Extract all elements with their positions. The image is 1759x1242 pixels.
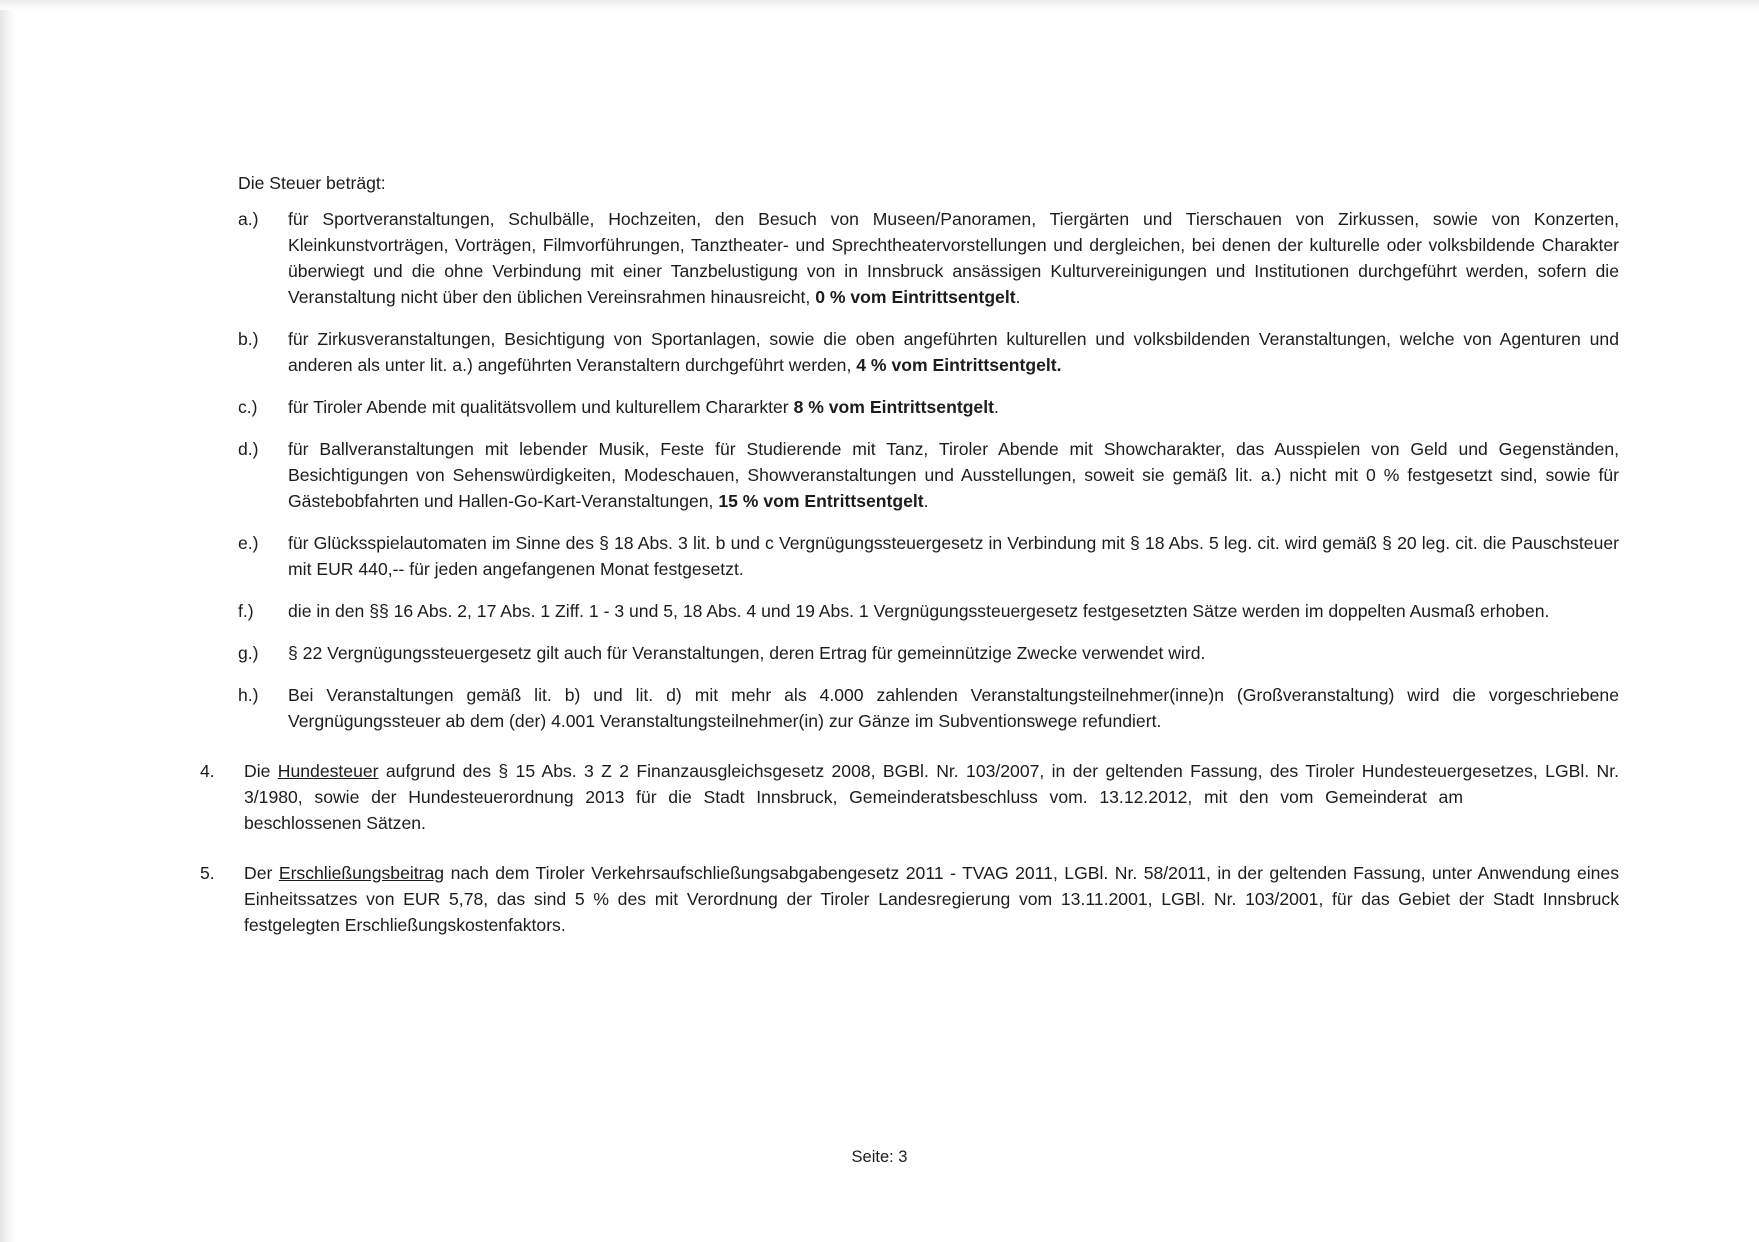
rate-bold: 15 % vom Entrittsentgelt [718,491,924,511]
rate-bold: 8 % vom Eintrittsentgelt [793,397,994,417]
item-label: f.) [238,601,254,621]
item-text: § 22 Vergnügungssteuergesetz gilt auch für Veranstaltungen, deren Ertrag für gemeinnützige Zwecke verwendet wird. [288,643,1206,663]
item-text: für Glücksspielautomaten im Sinne des § 18 Abs. 3 lit. b und c Vergnügungssteuergesetz in Verbindung mit § 18 Abs. 5 leg. cit. wird gemäß § 20 leg. cit. die Pauschsteuer mit EUR 440,-- für jeden angefangenen Monat festgesetzt. [288,533,1619,579]
tax-item-g [238,640,1619,666]
section-number: 4. [200,761,215,781]
item-text: für Sportveranstaltungen, Schulbälle, Hochzeiten, den Besuch von Museen/Panoramen, Tiergärten und Tierschauen von Zirkussen, sowie von Konzerten, Kleinkunstvorträgen, Vorträgen, Filmvorführungen, Tanztheater- und Sprechtheatervorstellungen und dergleichen, bei denen der kulturelle oder volksbildende Charakter überwiegt und die ohne Verbindung mit einer Tanzbelustigung von in Innsbruck ansässigen Kulturvereinigungen und Institutionen durchgeführt werden, sofern die Veranstaltung nicht über den üblichen Vereinsrahmen hinausreicht, 0 % vom Eintrittsentgelt. [288,209,1619,307]
item-label: c.) [238,397,258,417]
page-number: Seite: 3 [851,1148,908,1166]
tax-item-b [238,326,1619,378]
intro-line: Die Steuer beträgt: [238,173,386,193]
section-5-development-fee [200,860,1619,938]
item-label: a.) [238,209,259,229]
item-label: h.) [238,685,259,705]
scan-edge-left [0,0,14,1242]
section-text: Der Erschließungsbeitrag nach dem Tiroler Verkehrsaufschließungsabgabengesetz 2011 - TVAG 2011, LGBl. Nr. 58/2011, in der geltenden Fassung, unter Anwendung eines Einheitssatzes von EUR 5,78, das sind 5 % des mit Verordnung der Tiroler Landesregierung vom 13.11.2001, LGBl. Nr. 103/2001, für das Gebiet der Stadt Innsbruck festgelegten Erschließungskostenfaktors. [244,863,1620,935]
rate-bold: 4 % vom Eintrittsentgelt. [856,355,1062,375]
tax-item-h [238,682,1619,734]
item-text: für Tiroler Abende mit qualitätsvollem und kulturellem Chararkter 8 % vom Eintrittsentgelt. [288,397,999,417]
scan-edge-top [0,0,1759,10]
section-text: Die Hundesteuer aufgrund des § 15 Abs. 3 Z 2 Finanzausgleichsgesetz 2008, BGBl. Nr. 103/2007, in der geltenden Fassung, des Tiroler Hundesteuergesetzes, LGBl. Nr. 3/1980, sowie der Hundesteuerordnung 2013 für die Stadt Innsbruck, Gemeinderatsbeschluss vom. 13.12.2012, mit den vom Gemeinderat ambeschlossenen Sätzen. [244,761,1620,833]
tax-item-f [238,598,1619,624]
underlined-term: Hundesteuer [277,761,379,781]
item-text: die in den §§ 16 Abs. 2, 17 Abs. 1 Ziff. 1 - 3 und 5, 18 Abs. 4 und 19 Abs. 1 Vergnügungssteuergesetz festgesetzten Sätze werden im doppelten Ausmaß erhoben. [288,601,1550,621]
tax-item-a [238,206,1619,310]
item-text: für Zirkusveranstaltungen, Besichtigung von Sportanlagen, sowie die oben angeführten kulturellen und volksbildenden Veranstaltungen, welche von Agenturen und anderen als unter lit. a.) angeführten Veranstaltern durchgeführt werden, 4 % vom Eintrittsentgelt. [288,329,1619,375]
section-4-dog-tax [200,758,1619,836]
rate-bold: 0 % vom Eintrittsentgelt [815,287,1016,307]
section-number: 5. [200,863,215,883]
underlined-term: Erschließungsbeitrag [278,863,445,883]
item-text: für Ballveranstaltungen mit lebender Musik, Feste für Studierende mit Tanz, Tiroler Abende mit Showcharakter, das Ausspielen von Geld und Gegenständen, Besichtigungen von Sehenswürdigkeiten, Modeschauen, Showveranstaltungen und Ausstellungen, soweit sie gemäß lit. a.) nicht mit 0 % festgesetzt sind, sowie für Gästebobfahrten und Hallen-Go-Kart-Veranstaltungen, 15 % vom Entrittsentgelt. [288,439,1619,511]
item-label: b.) [238,329,259,349]
item-label: g.) [238,643,259,663]
item-text: Bei Veranstaltungen gemäß lit. b) und lit. d) mit mehr als 4.000 zahlenden Veranstaltungsteilnehmer(inne)n (Großveranstaltung) wird die vorgeschriebene Vergnügungssteuer ab dem (der) 4.001 Veranstaltungsteilnehmer(in) zur Gänze im Subventionswege refundiert. [288,685,1619,731]
tax-item-e [238,530,1619,582]
tax-item-c [238,394,1619,420]
tax-item-d [238,436,1619,514]
item-label: e.) [238,533,259,553]
item-label: d.) [238,439,259,459]
